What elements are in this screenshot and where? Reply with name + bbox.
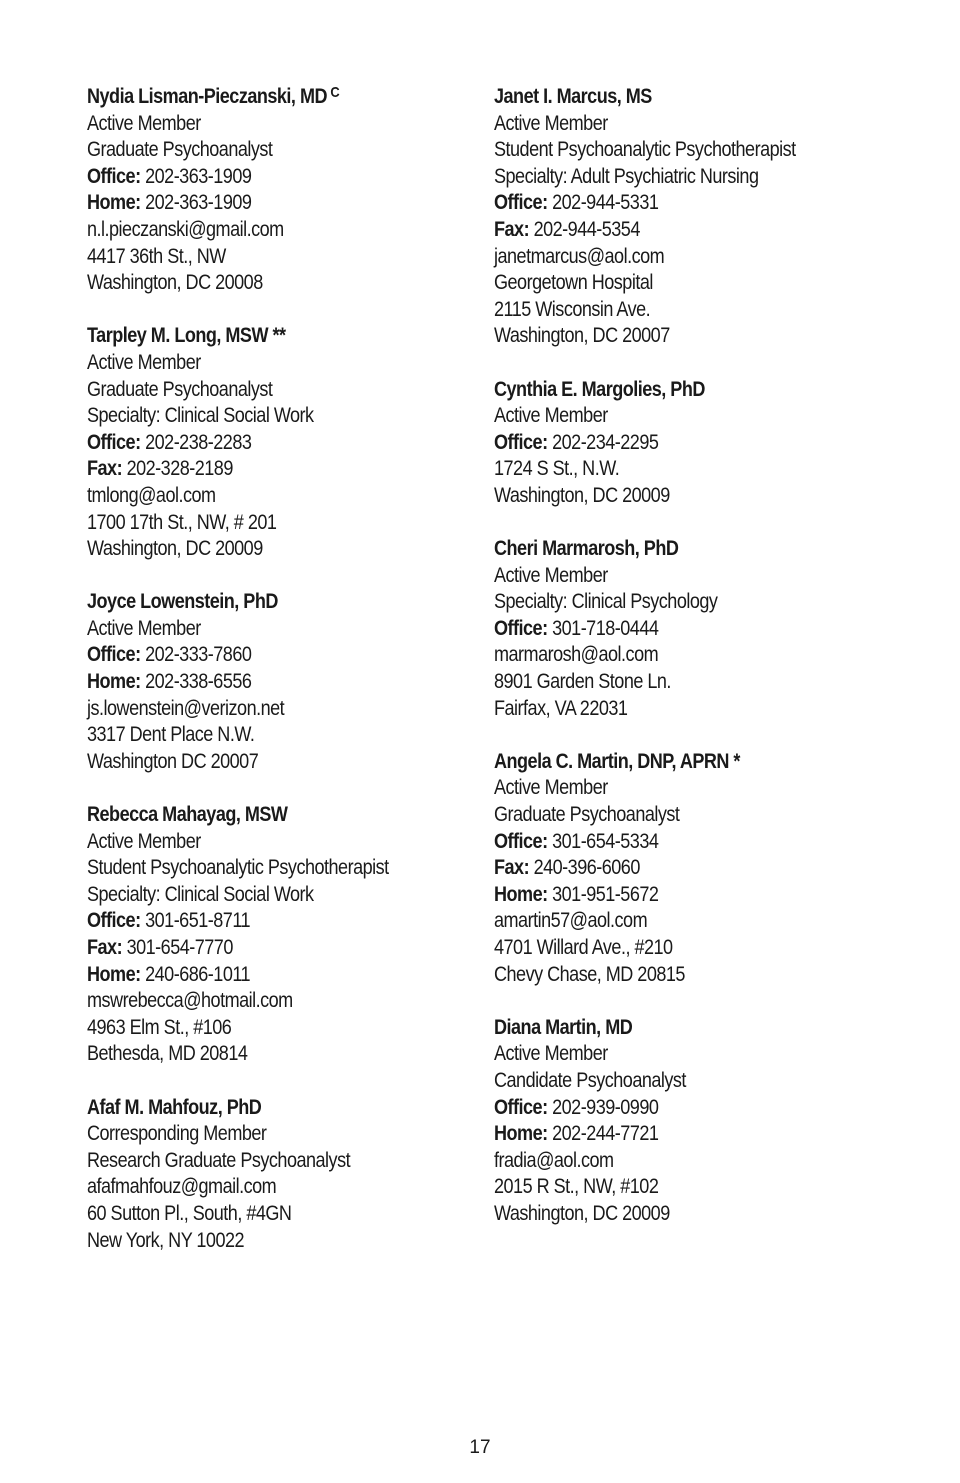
detail-line: Graduate Psychoanalyst <box>494 803 680 827</box>
home-label: Home: <box>494 882 548 906</box>
member-name <box>87 84 448 111</box>
member-name-superscript: C <box>330 84 340 101</box>
detail-line: Fairfax, VA 22031 <box>494 696 628 720</box>
home-line <box>494 1121 855 1148</box>
right-column <box>494 84 914 1254</box>
detail-line: Active Member <box>494 111 608 135</box>
detail-line: mswrebecca@hotmail.com <box>87 989 293 1013</box>
member-name-text: Afaf M. Mahfouz, PhD <box>87 1095 262 1119</box>
detail-line: Research Graduate Psychoanalyst <box>87 1148 351 1172</box>
page-number: 17 <box>469 1437 491 1458</box>
office-value: 202-333-7860 <box>145 643 252 667</box>
detail-line: 1724 S St., N.W. <box>494 457 620 481</box>
detail-line: Specialty: Clinical Psychology <box>494 590 718 614</box>
home-label: Home: <box>87 670 141 694</box>
office-value: 301-654-5334 <box>552 829 659 853</box>
office-line <box>87 164 448 191</box>
member-name <box>494 749 855 776</box>
detail-line: fradia@aol.com <box>494 1148 614 1172</box>
fax-label: Fax: <box>494 856 530 880</box>
detail-line: Washington, DC 20007 <box>494 324 670 348</box>
home-line <box>87 962 448 989</box>
office-label: Office: <box>494 191 548 215</box>
office-line <box>494 430 855 457</box>
member-name-text: Janet I. Marcus, MS <box>494 85 652 108</box>
member-name-text: Joyce Lowenstein, PhD <box>87 590 278 614</box>
left-column <box>87 84 507 1281</box>
detail-line: Specialty: Clinical Social Work <box>87 404 314 428</box>
office-line <box>494 829 855 856</box>
directory-entry <box>494 536 914 722</box>
detail-line: n.l.pieczanski@gmail.com <box>87 217 284 241</box>
office-value: 301-718-0444 <box>552 616 659 640</box>
office-line <box>87 908 448 935</box>
office-label: Office: <box>494 829 548 853</box>
detail-line: Georgetown Hospital <box>494 271 653 295</box>
detail-line: Active Member <box>494 404 608 428</box>
detail-line: 4417 36th St., NW <box>87 244 226 268</box>
fax-value: 301-654-7770 <box>126 936 233 959</box>
fax-line <box>494 217 855 244</box>
fax-value: 240-396-6060 <box>533 856 640 880</box>
office-label: Office: <box>87 643 141 667</box>
fax-line <box>87 935 448 962</box>
office-value: 202-238-2283 <box>145 430 252 454</box>
detail-line: Active Member <box>494 776 608 800</box>
office-value: 202-363-1909 <box>145 164 252 188</box>
detail-line: Washington, DC 20009 <box>494 483 670 507</box>
office-line <box>494 616 855 643</box>
home-value: 301-951-5672 <box>552 882 659 906</box>
office-value: 202-944-5331 <box>552 191 659 215</box>
directory-entry <box>494 749 914 988</box>
fax-line <box>87 456 448 483</box>
detail-line: 3317 Dent Place N.W. <box>87 723 255 747</box>
detail-line: Active Member <box>494 1042 608 1066</box>
member-name-text: Rebecca Mahayag, MSW <box>87 803 288 827</box>
detail-line: Active Member <box>494 563 608 587</box>
detail-line: Candidate Psychoanalyst <box>494 1068 686 1092</box>
member-name <box>494 536 855 563</box>
member-name-text: Cheri Marmarosh, PhD <box>494 537 679 561</box>
home-value: 202-338-6556 <box>145 670 252 694</box>
member-name-text: Cynthia E. Margolies, PhD <box>494 377 705 401</box>
member-name <box>87 802 448 829</box>
member-name-text: Nydia Lisman-Pieczanski, MD <box>87 85 327 108</box>
detail-line: Student Psychoanalytic Psychotherapist <box>494 138 796 162</box>
home-value: 240-686-1011 <box>145 962 251 986</box>
detail-line: Active Member <box>87 616 201 640</box>
directory-entry <box>87 802 507 1068</box>
fax-label: Fax: <box>494 217 530 241</box>
detail-line: Washington, DC 20009 <box>494 1201 670 1225</box>
directory-entry <box>87 323 507 562</box>
detail-line: Active Member <box>87 111 201 135</box>
office-value: 301-651-8711 <box>145 909 251 933</box>
member-name-text: Tarpley M. Long, MSW ** <box>87 324 286 348</box>
fax-value: 202-328-2189 <box>126 457 233 481</box>
detail-line: janetmarcus@aol.com <box>494 244 665 268</box>
member-name-text: Diana Martin, MD <box>494 1015 633 1039</box>
detail-line: Student Psychoanalytic Psychotherapist <box>87 856 389 880</box>
office-label: Office: <box>87 164 141 188</box>
detail-line: Active Member <box>87 829 201 853</box>
home-line <box>494 882 855 909</box>
detail-line: amartin57@aol.com <box>494 909 648 933</box>
directory-entry <box>87 589 507 775</box>
home-value: 202-363-1909 <box>145 191 252 215</box>
fax-label: Fax: <box>87 457 123 481</box>
home-line <box>87 190 448 217</box>
office-line <box>87 642 448 669</box>
directory-entry <box>494 84 914 350</box>
detail-line: 2115 Wisconsin Ave. <box>494 297 651 321</box>
detail-line: Washington, DC 20009 <box>87 537 263 561</box>
directory-entry <box>494 1015 914 1228</box>
detail-line: 4963 Elm St., #106 <box>87 1015 232 1039</box>
detail-line: Chevy Chase, MD 20815 <box>494 962 685 986</box>
fax-label: Fax: <box>87 936 123 959</box>
home-label: Home: <box>494 1122 548 1146</box>
office-label: Office: <box>87 430 141 454</box>
member-name-text: Angela C. Martin, DNP, APRN * <box>494 749 740 773</box>
detail-line: js.lowenstein@verizon.net <box>87 696 285 720</box>
detail-line: 4701 Willard Ave., #210 <box>494 936 673 959</box>
detail-line: Active Member <box>87 350 201 374</box>
home-label: Home: <box>87 962 141 986</box>
fax-line <box>494 855 855 882</box>
detail-line: marmarosh@aol.com <box>494 643 659 667</box>
detail-line: 60 Sutton Pl., South, #4GN <box>87 1201 292 1225</box>
office-label: Office: <box>87 909 141 933</box>
home-line <box>87 669 448 696</box>
member-name <box>87 1095 448 1122</box>
member-name <box>494 84 855 111</box>
detail-line: tmlong@aol.com <box>87 483 216 507</box>
member-name <box>494 377 855 404</box>
directory-entry <box>87 84 507 297</box>
detail-line: Graduate Psychoanalyst <box>87 377 273 401</box>
directory-entry <box>87 1095 507 1255</box>
office-label: Office: <box>494 616 548 640</box>
detail-line: Graduate Psychoanalyst <box>87 138 273 162</box>
detail-line: 8901 Garden Stone Ln. <box>494 670 671 694</box>
home-value: 202-244-7721 <box>552 1122 659 1146</box>
member-name <box>87 589 448 616</box>
fax-value: 202-944-5354 <box>533 217 640 241</box>
office-line <box>494 1095 855 1122</box>
detail-line: Specialty: Clinical Social Work <box>87 882 314 906</box>
office-value: 202-939-0990 <box>552 1095 659 1119</box>
member-name <box>494 1015 855 1042</box>
member-name <box>87 323 448 350</box>
detail-line: Washington DC 20007 <box>87 749 259 773</box>
detail-line: 2015 R St., NW, #102 <box>494 1175 659 1199</box>
detail-line: Specialty: Adult Psychiatric Nursing <box>494 164 759 188</box>
office-label: Office: <box>494 1095 548 1119</box>
detail-line: Bethesda, MD 20814 <box>87 1042 248 1066</box>
detail-line: Corresponding Member <box>87 1122 267 1146</box>
detail-line: Washington, DC 20008 <box>87 271 263 295</box>
directory-entry <box>494 377 914 510</box>
detail-line: New York, NY 10022 <box>87 1228 245 1252</box>
detail-line: 1700 17th St., NW, # 201 <box>87 510 277 534</box>
office-value: 202-234-2295 <box>552 430 659 454</box>
office-label: Office: <box>494 430 548 454</box>
office-line <box>494 190 855 217</box>
office-line <box>87 430 448 457</box>
detail-line: afafmahfouz@gmail.com <box>87 1175 277 1199</box>
home-label: Home: <box>87 191 141 215</box>
